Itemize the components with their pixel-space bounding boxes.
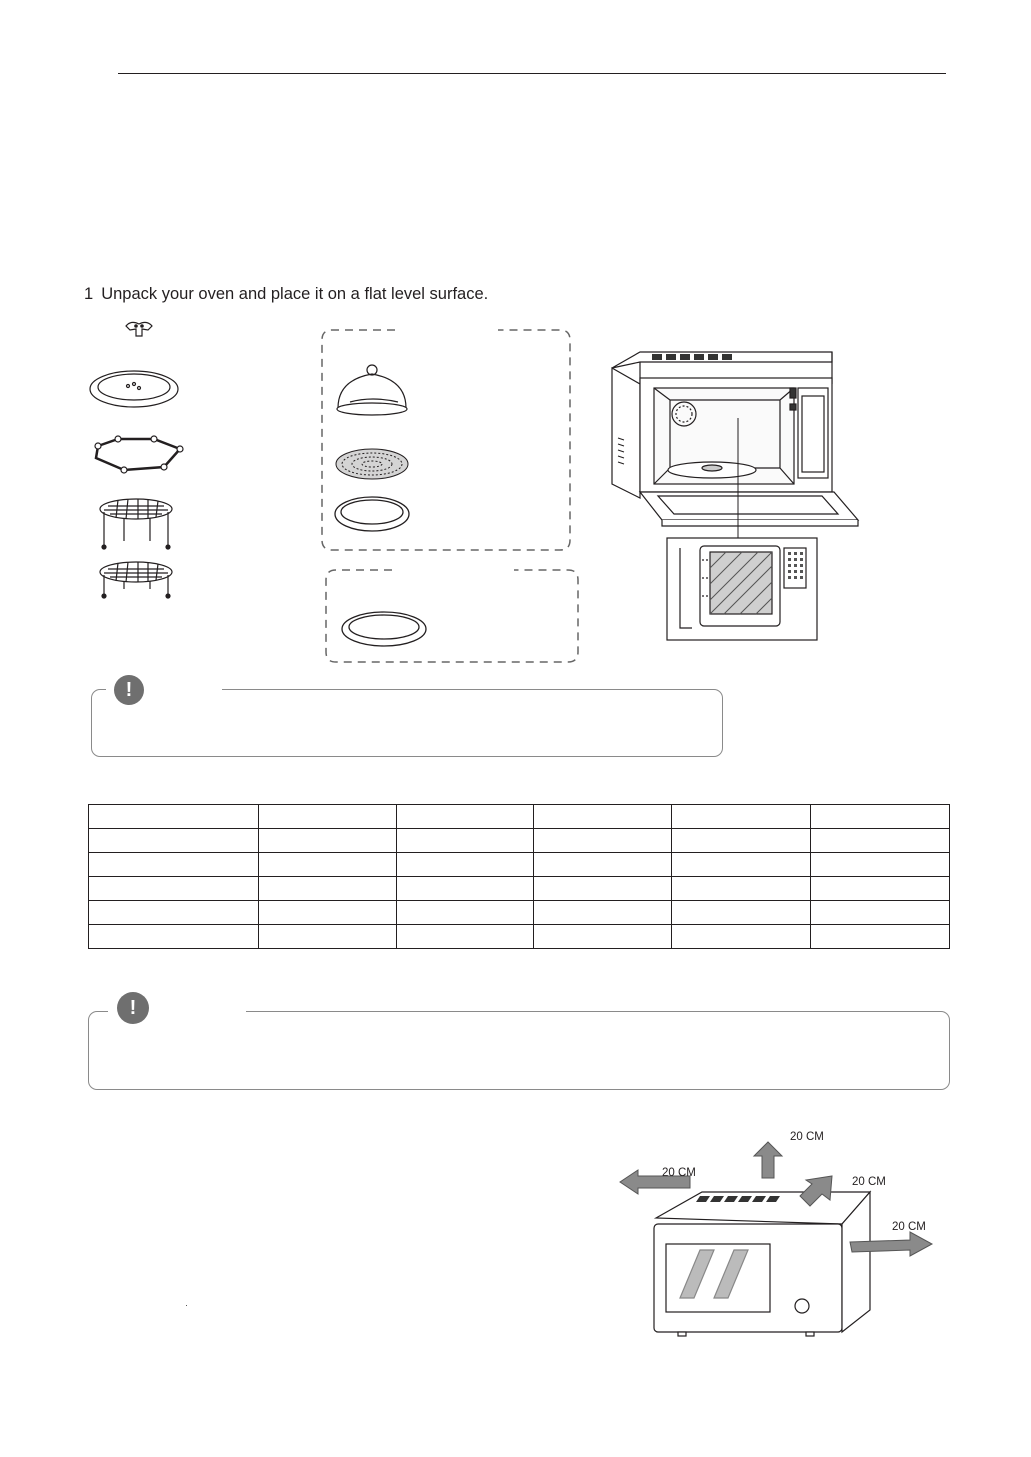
grill-plate-icon bbox=[336, 449, 408, 479]
crisp-dish-icon bbox=[335, 497, 409, 531]
low-rack-icon bbox=[100, 562, 172, 598]
optional-accessories-group bbox=[320, 328, 572, 552]
glass-tray-icon bbox=[90, 371, 178, 407]
oven-open-door-illustration bbox=[600, 348, 870, 648]
header-rule bbox=[118, 73, 946, 74]
crisp-tray-icon bbox=[342, 612, 426, 646]
clearance-right-label: 20 CM bbox=[892, 1221, 926, 1233]
step-number: 1 bbox=[84, 285, 94, 303]
high-rack-icon bbox=[100, 499, 172, 549]
stray-mark bbox=[186, 1305, 187, 1306]
accessories-left-column bbox=[84, 316, 194, 606]
clearance-illustration bbox=[618, 1130, 948, 1360]
clearance-rear-label: 20 CM bbox=[852, 1176, 886, 1188]
step-text: Unpack your oven and place it on a flat level surface. bbox=[101, 285, 489, 303]
clearance-top-label: 20 CM bbox=[790, 1131, 824, 1143]
waveguide-cover-detail bbox=[667, 538, 817, 640]
exclamation-note-icon: ! bbox=[114, 675, 144, 705]
optional-accessories-group-2 bbox=[324, 568, 582, 666]
table-row bbox=[89, 829, 950, 853]
accessory-table bbox=[88, 804, 950, 949]
table-row bbox=[89, 853, 950, 877]
clearance-left-label: 20 CM bbox=[662, 1167, 696, 1179]
table-row bbox=[89, 805, 950, 829]
crisp-dome-icon bbox=[337, 365, 407, 415]
table-row bbox=[89, 877, 950, 901]
step-instruction bbox=[84, 285, 488, 304]
rotating-ring-icon bbox=[95, 436, 183, 473]
table-row bbox=[89, 925, 950, 949]
coupler-icon bbox=[126, 322, 152, 336]
exclamation-note-icon: ! bbox=[117, 992, 149, 1024]
table-row bbox=[89, 901, 950, 925]
